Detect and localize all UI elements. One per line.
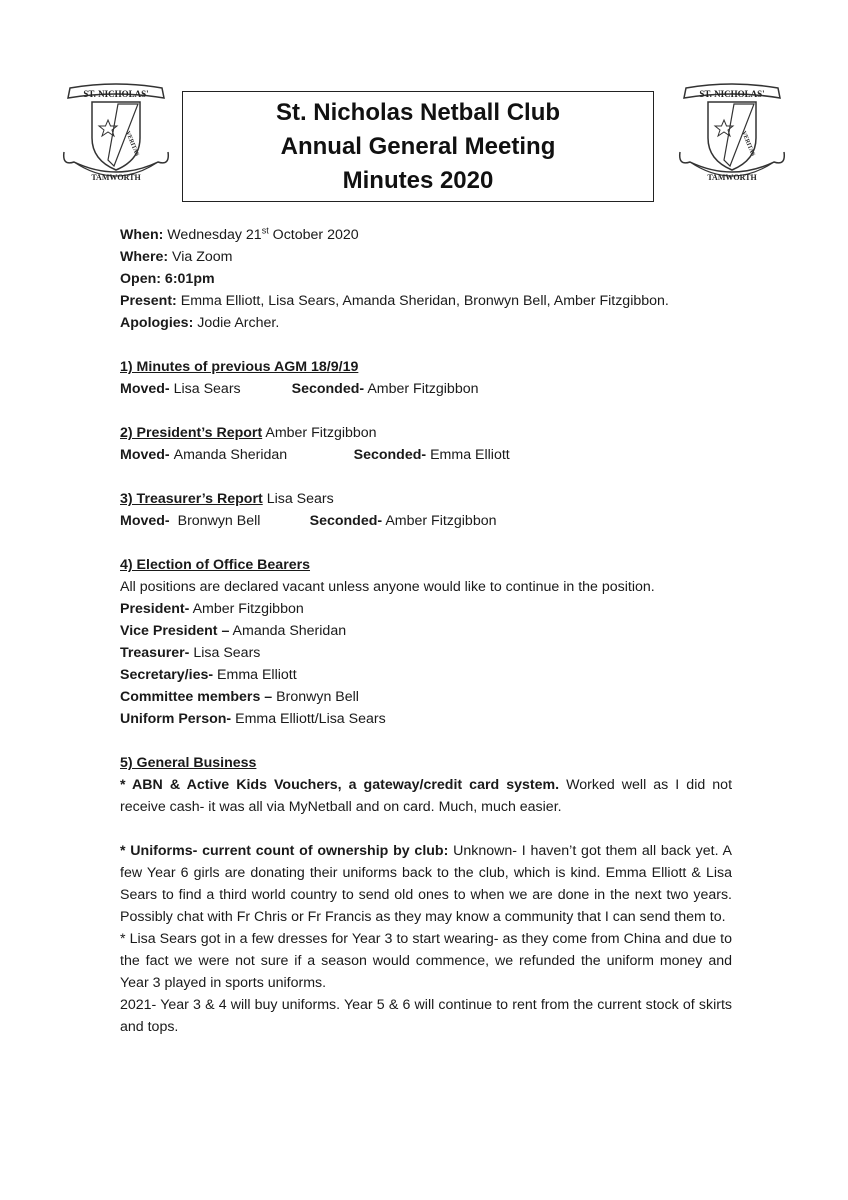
item2-heading-value: Amber Fitzgibbon <box>265 425 377 441</box>
office-bearer-row <box>120 708 732 730</box>
business-dresses-paragraph: * Lisa Sears got in a few dresses for Year 3 to start wearing- as they come from China and due to the fact we were not sure if a season would commence, we refunded the uniform money and Year 3 played in sports uniforms. <box>120 931 732 991</box>
svg-text:ST. NICHOLAS': ST. NICHOLAS' <box>699 89 765 99</box>
position-label: Treasurer- <box>120 645 190 661</box>
when-line <box>120 224 732 246</box>
item3-heading: 3) Treasurer’s Report <box>120 491 263 507</box>
minutes-body <box>120 224 732 1038</box>
business-uniforms-title: * Uniforms- current count of ownership by club: <box>120 843 449 859</box>
position-holder: Amanda Sheridan <box>232 623 347 639</box>
position-holder: Emma Elliott <box>217 667 297 683</box>
when-value-post: October 2020 <box>272 227 359 243</box>
when-label: When: <box>120 227 164 243</box>
where-line <box>120 246 732 268</box>
document-title-box <box>182 91 654 202</box>
apologies-value: Jodie Archer. <box>197 315 280 331</box>
business-abn-text: Worked well as I did not receive cash- it was all via MyNetball and on card. Much, much easier. <box>120 777 733 815</box>
item5-heading: 5) General Business <box>120 755 257 771</box>
item2-moved-value: Amanda Sheridan <box>173 447 288 463</box>
item1-motion <box>120 378 732 400</box>
office-bearer-row <box>120 664 732 686</box>
position-holder: Amber Fitzgibbon <box>192 601 304 617</box>
where-value: Via Zoom <box>172 249 233 265</box>
club-crest-logo-left <box>58 82 174 190</box>
svg-text:VERITAS: VERITAS <box>740 130 756 158</box>
item2-heading: 2) President’s Report <box>120 425 263 441</box>
title-line-meeting: Annual General Meeting <box>280 133 556 160</box>
item2-moved-label: Moved- <box>120 447 170 463</box>
position-holder: Lisa Sears <box>193 645 261 661</box>
business-abn-paragraph <box>120 774 732 818</box>
svg-text:TAMWORTH: TAMWORTH <box>91 173 141 182</box>
club-crest-logo-right <box>674 82 790 190</box>
position-label: Committee members – <box>120 689 273 705</box>
business-uniforms-text: Unknown- I haven’t got them all back yet. A few Year 6 girls are donating their uniforms back to the club, which is kind. Emma Elliott & Lisa Sears to find a third world country to send old ones to when we are done in the next two years. Possibly chat with Fr Chris or Fr Francis as they may know a community that I can send them to. <box>120 843 732 925</box>
position-label: Vice President – <box>120 623 230 639</box>
item1-moved-value: Lisa Sears <box>173 381 241 397</box>
item2-motion <box>120 444 732 466</box>
present-label: Present: <box>120 293 177 309</box>
item1-heading: 1) Minutes of previous AGM 18/9/19 <box>120 359 359 375</box>
item3-seconded-label: Seconded- <box>309 513 383 529</box>
svg-text:TAMWORTH: TAMWORTH <box>707 173 757 182</box>
svg-text:VERITAS: VERITAS <box>124 130 140 158</box>
item3-motion <box>120 510 732 532</box>
office-bearers-list <box>120 598 732 730</box>
item2-seconded-label: Seconded- <box>353 447 427 463</box>
item3-moved-value: Bronwyn Bell <box>177 513 261 529</box>
item4-heading: 4) Election of Office Bearers <box>120 557 311 573</box>
office-bearer-row <box>120 598 732 620</box>
position-holder: Emma Elliott/Lisa Sears <box>235 711 386 727</box>
item1-seconded-value: Amber Fitzgibbon <box>367 381 479 397</box>
business-2021-paragraph: 2021- Year 3 & 4 will buy uniforms. Year 5 & 6 will continue to rent from the current stock of skirts and tops. <box>120 997 732 1035</box>
when-sup: st <box>261 225 269 236</box>
item1-seconded-label: Seconded- <box>291 381 365 397</box>
position-label: Secretary/ies- <box>120 667 214 683</box>
office-bearer-row <box>120 620 732 642</box>
item3-heading-value: Lisa Sears <box>266 491 334 507</box>
item4-intro: All positions are declared vacant unless anyone would like to continue in the position. <box>120 579 655 595</box>
office-bearer-row <box>120 686 732 708</box>
apologies-label: Apologies: <box>120 315 194 331</box>
item2-heading-line <box>120 422 732 444</box>
position-label: Uniform Person- <box>120 711 232 727</box>
position-holder: Bronwyn Bell <box>276 689 359 705</box>
item3-heading-line <box>120 488 732 510</box>
item1-moved-label: Moved- <box>120 381 170 397</box>
title-line-minutes: Minutes 2020 <box>342 167 494 194</box>
business-abn-title: * ABN & Active Kids Vouchers, a gateway/credit card system. <box>120 777 560 793</box>
svg-text:ST. NICHOLAS': ST. NICHOLAS' <box>83 89 149 99</box>
item3-moved-label: Moved- <box>120 513 170 529</box>
business-uniforms-paragraph <box>120 840 732 928</box>
where-label: Where: <box>120 249 169 265</box>
present-value: Emma Elliott, Lisa Sears, Amanda Sheridan, Bronwyn Bell, Amber Fitzgibbon. <box>180 293 669 309</box>
when-value-pre: Wednesday 21 <box>167 227 262 243</box>
item3-seconded-value: Amber Fitzgibbon <box>385 513 497 529</box>
present-line <box>120 290 732 312</box>
position-label: President- <box>120 601 190 617</box>
open-line: Open: 6:01pm <box>120 271 215 287</box>
office-bearer-row <box>120 642 732 664</box>
apologies-line <box>120 312 732 334</box>
item2-seconded-value: Emma Elliott <box>430 447 510 463</box>
title-line-club: St. Nicholas Netball Club <box>275 99 561 126</box>
